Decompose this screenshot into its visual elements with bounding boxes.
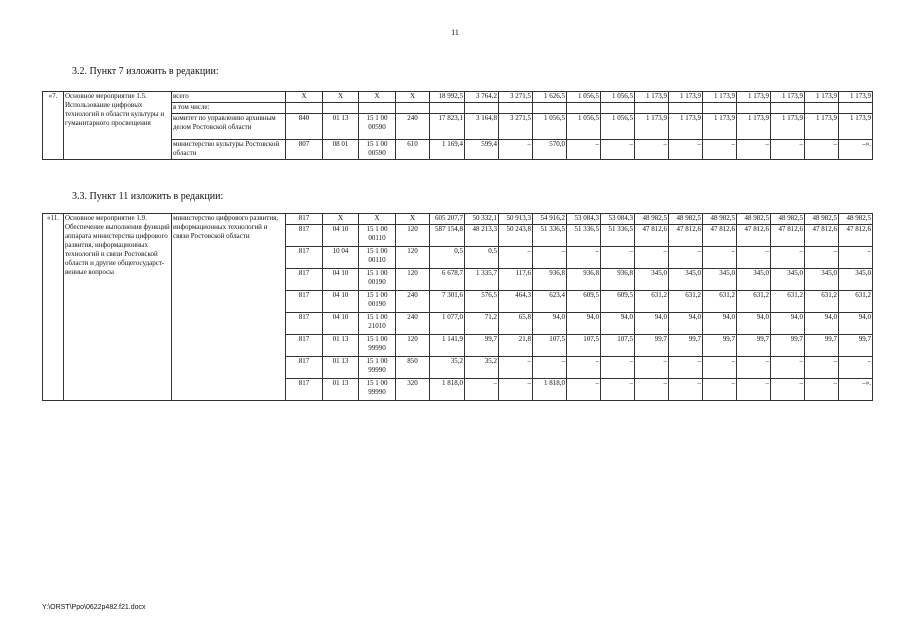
amount-cell: – bbox=[771, 357, 805, 379]
executor-cell: министерство цифрового развития, информационных технологий и связи Ростовской области bbox=[172, 214, 286, 401]
expense-type-code-cell bbox=[396, 103, 430, 114]
target-item-code-cell: 15 1 00 99990 bbox=[359, 357, 396, 379]
amount-cell: 1 173,9 bbox=[635, 114, 669, 140]
section-code-cell bbox=[323, 103, 359, 114]
amount-cell: 1 173,9 bbox=[805, 92, 839, 103]
amount-cell: – bbox=[635, 357, 669, 379]
expense-type-code-cell: X bbox=[396, 214, 430, 225]
section-code-cell: 08 01 bbox=[323, 140, 359, 160]
amount-cell: 99,7 bbox=[771, 335, 805, 357]
amount-cell: – bbox=[465, 379, 499, 401]
amount-cell bbox=[805, 103, 839, 114]
target-item-code-cell: 15 1 00 00110 bbox=[359, 247, 396, 269]
amount-cell: 94,0 bbox=[805, 313, 839, 335]
target-item-code-cell: 15 1 00 21010 bbox=[359, 313, 396, 335]
amount-cell: 605 207,7 bbox=[430, 214, 465, 225]
amount-cell: 71,2 bbox=[465, 313, 499, 335]
target-item-code-cell: 15 1 00 99990 bbox=[359, 335, 396, 357]
amount-cell: 50 243,8 bbox=[499, 225, 533, 247]
amount-cell bbox=[737, 103, 771, 114]
grbs-code-cell: 817 bbox=[286, 214, 323, 225]
amount-cell: 1 173,9 bbox=[805, 114, 839, 140]
executor-cell: всего bbox=[172, 92, 286, 103]
amount-cell: 99,7 bbox=[839, 335, 873, 357]
grbs-code-cell: 817 bbox=[286, 357, 323, 379]
executor-cell: министерство культуры Ростовской области bbox=[172, 140, 286, 160]
amount-cell: 631,2 bbox=[703, 291, 737, 313]
amount-cell bbox=[601, 103, 635, 114]
amount-cell: 94,0 bbox=[839, 313, 873, 335]
amount-cell: 345,0 bbox=[703, 269, 737, 291]
amount-cell: – bbox=[703, 379, 737, 401]
section-code-cell: 04 10 bbox=[323, 225, 359, 247]
amount-cell: – bbox=[601, 379, 635, 401]
amount-cell: 94,0 bbox=[635, 313, 669, 335]
grbs-code-cell: 817 bbox=[286, 225, 323, 247]
amount-cell: 7 301,6 bbox=[430, 291, 465, 313]
grbs-code-cell bbox=[286, 103, 323, 114]
grbs-code-cell: 817 bbox=[286, 313, 323, 335]
grbs-code-cell: 807 bbox=[286, 140, 323, 160]
expense-type-code-cell: 850 bbox=[396, 357, 430, 379]
amount-cell bbox=[839, 103, 873, 114]
amount-cell: 54 916,2 bbox=[533, 214, 567, 225]
amount-cell: 345,0 bbox=[805, 269, 839, 291]
amount-cell: 631,2 bbox=[737, 291, 771, 313]
amount-cell: – bbox=[805, 247, 839, 269]
amount-cell: 35,2 bbox=[430, 357, 465, 379]
amount-cell: 1 173,9 bbox=[669, 114, 703, 140]
row-number-cell: «11. bbox=[43, 214, 64, 401]
grbs-code-cell: 817 bbox=[286, 335, 323, 357]
amount-cell: 99,7 bbox=[669, 335, 703, 357]
amount-cell: – bbox=[635, 140, 669, 160]
amount-cell: 99,7 bbox=[805, 335, 839, 357]
amount-cell: – bbox=[499, 247, 533, 269]
amount-cell: – bbox=[567, 140, 601, 160]
amount-cell: – bbox=[703, 247, 737, 269]
amount-cell: 587 154,8 bbox=[430, 225, 465, 247]
amount-cell: – bbox=[737, 140, 771, 160]
amount-cell: 599,4 bbox=[465, 140, 499, 160]
amount-cell: – bbox=[499, 140, 533, 160]
section-code-cell: 10 04 bbox=[323, 247, 359, 269]
expense-type-code-cell: 120 bbox=[396, 269, 430, 291]
amount-cell: – bbox=[737, 379, 771, 401]
section-code-cell: 04 10 bbox=[323, 269, 359, 291]
activity-name-cell: Основное мероприятие 1.5. Использование цифровых технологий в области культуры и гуманитарного просвещения bbox=[64, 92, 172, 160]
amount-cell: – bbox=[771, 140, 805, 160]
amount-cell: 48 982,5 bbox=[669, 214, 703, 225]
amount-cell: 65,8 bbox=[499, 313, 533, 335]
amount-cell: 3 271,5 bbox=[499, 114, 533, 140]
amount-cell: 99,7 bbox=[703, 335, 737, 357]
amount-cell: 345,0 bbox=[771, 269, 805, 291]
amount-cell: 345,0 bbox=[635, 269, 669, 291]
amount-cell: – bbox=[805, 140, 839, 160]
expense-type-code-cell: 240 bbox=[396, 114, 430, 140]
amount-cell: – bbox=[499, 357, 533, 379]
amount-cell: 94,0 bbox=[737, 313, 771, 335]
section-code-cell: 01 13 bbox=[323, 114, 359, 140]
amount-cell: 48 982,5 bbox=[805, 214, 839, 225]
amount-cell: 107,5 bbox=[533, 335, 567, 357]
target-item-code-cell: X bbox=[359, 92, 396, 103]
target-item-code-cell: 15 1 00 99990 bbox=[359, 379, 396, 401]
executor-cell: в том числе: bbox=[172, 103, 286, 114]
amount-cell: 99,7 bbox=[737, 335, 771, 357]
amount-cell: 47 812,6 bbox=[737, 225, 771, 247]
amount-cell: 48 982,5 bbox=[635, 214, 669, 225]
amount-cell: 936,8 bbox=[567, 269, 601, 291]
amount-cell: – bbox=[669, 140, 703, 160]
amount-cell: 936,8 bbox=[601, 269, 635, 291]
amount-cell: – bbox=[805, 379, 839, 401]
section-code-cell: X bbox=[323, 214, 359, 225]
amount-cell: 107,5 bbox=[601, 335, 635, 357]
amount-cell: 570,0 bbox=[533, 140, 567, 160]
amount-cell: 48 982,5 bbox=[771, 214, 805, 225]
expense-type-code-cell: 120 bbox=[396, 335, 430, 357]
table-row bbox=[43, 92, 873, 103]
amount-cell: 94,0 bbox=[567, 313, 601, 335]
amount-cell bbox=[669, 103, 703, 114]
amount-cell bbox=[465, 103, 499, 114]
amount-cell: 1 173,9 bbox=[703, 114, 737, 140]
amount-cell: 94,0 bbox=[669, 313, 703, 335]
executor-cell: комитет по управлению архивным делом Ростовской области bbox=[172, 114, 286, 140]
amount-cell: 464,3 bbox=[499, 291, 533, 313]
grbs-code-cell: X bbox=[286, 92, 323, 103]
amount-cell: 1 173,9 bbox=[737, 92, 771, 103]
amount-cell: 1 626,5 bbox=[533, 92, 567, 103]
program-table-item-11 bbox=[42, 213, 873, 401]
grbs-code-cell: 817 bbox=[286, 247, 323, 269]
amount-cell: 47 812,6 bbox=[669, 225, 703, 247]
amount-cell: 51 336,5 bbox=[533, 225, 567, 247]
amount-cell: – bbox=[737, 247, 771, 269]
amount-cell: 1 056,5 bbox=[533, 114, 567, 140]
amount-cell: 53 084,3 bbox=[567, 214, 601, 225]
amount-cell: 21,8 bbox=[499, 335, 533, 357]
grbs-code-cell: 840 bbox=[286, 114, 323, 140]
amount-cell: – bbox=[737, 357, 771, 379]
section-heading-item-7: 3.2. Пункт 7 изложить в редакции: bbox=[72, 66, 219, 77]
amount-cell: 631,2 bbox=[635, 291, 669, 313]
amount-cell: 0,5 bbox=[430, 247, 465, 269]
amount-cell: 47 812,6 bbox=[703, 225, 737, 247]
amount-cell: – bbox=[635, 247, 669, 269]
amount-cell: 51 336,5 bbox=[601, 225, 635, 247]
amount-cell: 47 812,6 bbox=[635, 225, 669, 247]
grbs-code-cell: 817 bbox=[286, 379, 323, 401]
amount-cell: 3 764,2 bbox=[465, 92, 499, 103]
amount-cell: 1 173,9 bbox=[669, 92, 703, 103]
amount-cell: 1 056,5 bbox=[601, 92, 635, 103]
grbs-code-cell: 817 bbox=[286, 269, 323, 291]
target-item-code-cell: X bbox=[359, 214, 396, 225]
amount-cell: 1 335,7 bbox=[465, 269, 499, 291]
amount-cell: 631,2 bbox=[805, 291, 839, 313]
section-heading-item-11: 3.3. Пункт 11 изложить в редакции: bbox=[72, 191, 224, 202]
amount-cell: – bbox=[805, 357, 839, 379]
amount-cell: 99,7 bbox=[465, 335, 499, 357]
amount-cell: 345,0 bbox=[839, 269, 873, 291]
amount-cell: 631,2 bbox=[839, 291, 873, 313]
amount-cell: 0,5 bbox=[465, 247, 499, 269]
amount-cell: – bbox=[771, 247, 805, 269]
amount-cell: 117,6 bbox=[499, 269, 533, 291]
amount-cell: 1 173,9 bbox=[703, 92, 737, 103]
amount-cell: 47 812,6 bbox=[839, 225, 873, 247]
amount-cell: 47 812,6 bbox=[805, 225, 839, 247]
target-item-code-cell: 15 1 00 00190 bbox=[359, 269, 396, 291]
expense-type-code-cell: 240 bbox=[396, 313, 430, 335]
amount-cell: – bbox=[703, 140, 737, 160]
amount-cell: 3 164,8 bbox=[465, 114, 499, 140]
amount-cell: 1 173,9 bbox=[635, 92, 669, 103]
amount-cell: – bbox=[567, 379, 601, 401]
amount-cell bbox=[771, 103, 805, 114]
section-code-cell: 01 13 bbox=[323, 357, 359, 379]
amount-cell: 623,4 bbox=[533, 291, 567, 313]
amount-cell bbox=[499, 103, 533, 114]
amount-cell: 48 982,5 bbox=[737, 214, 771, 225]
amount-cell: – bbox=[669, 379, 703, 401]
amount-cell: 1 056,5 bbox=[601, 114, 635, 140]
amount-cell: 50 332,1 bbox=[465, 214, 499, 225]
expense-type-code-cell: 320 bbox=[396, 379, 430, 401]
amount-cell: – bbox=[771, 379, 805, 401]
amount-cell: – bbox=[703, 357, 737, 379]
amount-cell: 94,0 bbox=[771, 313, 805, 335]
amount-cell: –». bbox=[839, 379, 873, 401]
file-path-footer: Y:\ORST\Ppo\0622p482.f21.docx bbox=[42, 604, 146, 611]
amount-cell: 1 141,9 bbox=[430, 335, 465, 357]
amount-cell: 1 173,9 bbox=[839, 114, 873, 140]
amount-cell: – bbox=[567, 247, 601, 269]
amount-cell: 609,5 bbox=[567, 291, 601, 313]
amount-cell: 94,0 bbox=[533, 313, 567, 335]
amount-cell: 48 213,3 bbox=[465, 225, 499, 247]
section-code-cell: 01 13 bbox=[323, 335, 359, 357]
amount-cell: 576,5 bbox=[465, 291, 499, 313]
amount-cell: 1 818,0 bbox=[533, 379, 567, 401]
page-number: 11 bbox=[451, 28, 459, 37]
amount-cell: 3 271,5 bbox=[499, 92, 533, 103]
amount-cell: – bbox=[601, 247, 635, 269]
amount-cell: 51 336,5 bbox=[567, 225, 601, 247]
amount-cell: 6 678,7 bbox=[430, 269, 465, 291]
amount-cell: – bbox=[669, 247, 703, 269]
amount-cell: 99,7 bbox=[635, 335, 669, 357]
amount-cell bbox=[567, 103, 601, 114]
program-table-item-7 bbox=[42, 91, 873, 160]
amount-cell: 94,0 bbox=[703, 313, 737, 335]
amount-cell: 631,2 bbox=[669, 291, 703, 313]
amount-cell: 53 084,3 bbox=[601, 214, 635, 225]
section-code-cell: 04 10 bbox=[323, 291, 359, 313]
activity-name-cell: Основное мероприятие 1.9. Обеспечение выполнения функций аппарата министерства цифрового развития, информационных технологий и связи Ростовской области и другие общегосударст-венные вопросы bbox=[64, 214, 172, 401]
amount-cell: 47 812,6 bbox=[771, 225, 805, 247]
amount-cell bbox=[430, 103, 465, 114]
section-code-cell: X bbox=[323, 92, 359, 103]
amount-cell: 1 169,4 bbox=[430, 140, 465, 160]
amount-cell: 18 992,5 bbox=[430, 92, 465, 103]
amount-cell: 1 173,9 bbox=[771, 92, 805, 103]
amount-cell: 1 173,9 bbox=[771, 114, 805, 140]
expense-type-code-cell: X bbox=[396, 92, 430, 103]
expense-type-code-cell: 610 bbox=[396, 140, 430, 160]
amount-cell: –». bbox=[839, 140, 873, 160]
amount-cell: – bbox=[669, 357, 703, 379]
amount-cell bbox=[703, 103, 737, 114]
amount-cell: 1 173,9 bbox=[839, 92, 873, 103]
amount-cell: – bbox=[567, 357, 601, 379]
grbs-code-cell: 817 bbox=[286, 291, 323, 313]
amount-cell: 1 173,9 bbox=[737, 114, 771, 140]
amount-cell: – bbox=[499, 379, 533, 401]
amount-cell: 345,0 bbox=[737, 269, 771, 291]
amount-cell: 609,5 bbox=[601, 291, 635, 313]
section-code-cell: 04 10 bbox=[323, 313, 359, 335]
expense-type-code-cell: 120 bbox=[396, 225, 430, 247]
amount-cell: – bbox=[533, 247, 567, 269]
amount-cell: 107,5 bbox=[567, 335, 601, 357]
target-item-code-cell: 15 1 00 00110 bbox=[359, 225, 396, 247]
amount-cell: – bbox=[601, 357, 635, 379]
amount-cell: – bbox=[635, 379, 669, 401]
section-code-cell: 01 13 bbox=[323, 379, 359, 401]
amount-cell: – bbox=[601, 140, 635, 160]
target-item-code-cell: 15 1 00 00590 bbox=[359, 140, 396, 160]
amount-cell: 48 982,5 bbox=[839, 214, 873, 225]
amount-cell: 94,0 bbox=[601, 313, 635, 335]
amount-cell: 1 077,0 bbox=[430, 313, 465, 335]
amount-cell: 936,8 bbox=[533, 269, 567, 291]
amount-cell: 1 056,5 bbox=[567, 92, 601, 103]
amount-cell: 17 823,1 bbox=[430, 114, 465, 140]
amount-cell: 50 913,3 bbox=[499, 214, 533, 225]
target-item-code-cell: 15 1 00 00190 bbox=[359, 291, 396, 313]
row-number-cell: «7. bbox=[43, 92, 64, 160]
expense-type-code-cell: 120 bbox=[396, 247, 430, 269]
amount-cell: – bbox=[839, 357, 873, 379]
target-item-code-cell: 15 1 00 00590 bbox=[359, 114, 396, 140]
amount-cell: 631,2 bbox=[771, 291, 805, 313]
amount-cell: – bbox=[839, 247, 873, 269]
table-row bbox=[43, 214, 873, 225]
expense-type-code-cell: 240 bbox=[396, 291, 430, 313]
amount-cell bbox=[533, 103, 567, 114]
amount-cell: 345,0 bbox=[669, 269, 703, 291]
amount-cell: 1 818,0 bbox=[430, 379, 465, 401]
amount-cell bbox=[635, 103, 669, 114]
amount-cell: 48 982,5 bbox=[703, 214, 737, 225]
amount-cell: 35,2 bbox=[465, 357, 499, 379]
amount-cell: 1 056,5 bbox=[567, 114, 601, 140]
amount-cell: – bbox=[533, 357, 567, 379]
target-item-code-cell bbox=[359, 103, 396, 114]
